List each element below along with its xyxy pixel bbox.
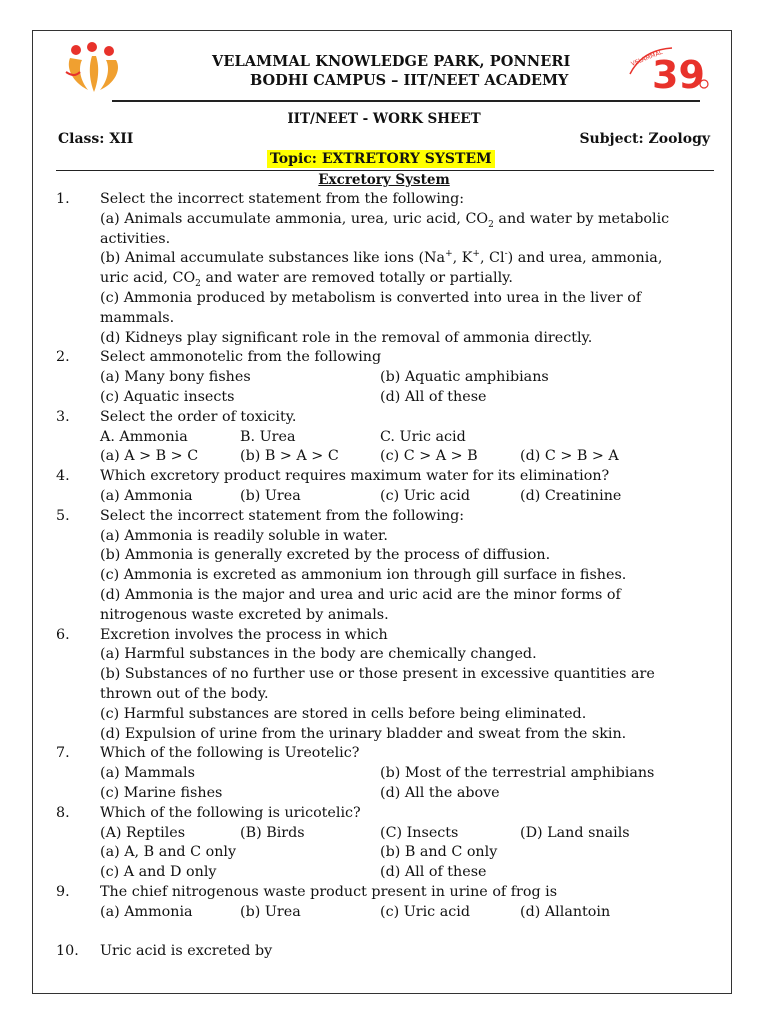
option-row [56, 368, 716, 388]
option-c: (c) Ammonia is excreted as ammonium ion through gill surface in fishes. [100, 567, 627, 584]
question-5 [56, 507, 716, 527]
school-logo-left [62, 42, 126, 94]
class-label: Class: XII [58, 131, 134, 147]
question-text: Select the incorrect statement from the following: [100, 507, 465, 524]
option-row [56, 863, 716, 883]
option-b: (b) Urea [240, 487, 301, 504]
option-b: (b) Urea [240, 903, 301, 920]
question-text: Which of the following is uricotelic? [100, 804, 361, 821]
option-a-continued: activities. [100, 230, 171, 247]
question-2 [56, 348, 716, 368]
header-divider [112, 100, 700, 102]
option-row [56, 903, 716, 923]
question-text: Select ammonotelic from the following [100, 349, 382, 366]
topic-divider [56, 170, 714, 171]
option-d: (d) Creatinine [520, 487, 622, 504]
option-d: (d) Expulsion of urine from the urinary bladder and sweat from the skin. [100, 725, 627, 742]
option-a: (a) A, B and C only [100, 844, 237, 861]
option-b: (b) B > A > C [240, 448, 339, 465]
option-text: , Cl [479, 250, 505, 267]
question-10 [56, 922, 716, 962]
option-b-continued: thrown out of the body. [100, 685, 269, 702]
option-a: (a) Many bony fishes [100, 369, 251, 386]
question-1 [56, 190, 716, 210]
option-b [100, 249, 662, 269]
question-number: 6. [56, 626, 70, 643]
option-row [56, 527, 716, 547]
option-row [56, 230, 716, 250]
question-text: Which of the following is Ureotelic? [100, 745, 360, 762]
option-d: (d) Kidneys play significant role in the removal of ammonia directly. [100, 329, 593, 346]
superscript: + [445, 249, 453, 260]
option-b: (b) Most of the terrestrial amphibians [380, 765, 655, 782]
option-b-continued [100, 269, 513, 289]
question-number: 9. [56, 883, 70, 900]
option-row [56, 388, 716, 408]
item-A: A. Ammonia [100, 428, 188, 445]
option-a: (a) Ammonia is readily soluble in water. [100, 527, 388, 544]
option-c: (c) Aquatic insects [100, 388, 235, 405]
option-a: (a) Mammals [100, 765, 195, 782]
question-6 [56, 626, 716, 646]
option-c: (c) Uric acid [380, 487, 470, 504]
option-row [56, 645, 716, 665]
question-number: 10. [56, 943, 79, 960]
option-d: (d) All of these [380, 388, 487, 405]
option-row [56, 685, 716, 705]
section-title [0, 172, 768, 188]
option-row [56, 566, 716, 586]
option-c: (c) Marine fishes [100, 784, 223, 801]
subscript: 2 [195, 279, 201, 290]
option-b: (b) Ammonia is generally excreted by the process of diffusion. [100, 547, 551, 564]
item-D: (D) Land snails [520, 824, 630, 841]
superscript: + [472, 249, 480, 260]
option-row [56, 428, 716, 448]
option-row [56, 665, 716, 685]
campus-name: BODHI CAMPUS – IIT/NEET ACADEMY [250, 72, 569, 89]
question-text: The chief nitrogenous waste product present in urine of frog is [100, 883, 558, 900]
logo-number: 39 [652, 53, 705, 94]
option-row [56, 329, 716, 349]
option-row [56, 447, 716, 467]
option-row [56, 546, 716, 566]
item-C: C. Uric acid [380, 428, 466, 445]
option-row [56, 586, 716, 606]
option-c: (c) Harmful substances are stored in cells before being eliminated. [100, 705, 587, 722]
option-row [56, 249, 716, 269]
option-row [56, 843, 716, 863]
anniversary-logo-right [622, 44, 714, 94]
option-d: (d) All the above [380, 784, 500, 801]
superscript: - [504, 249, 508, 260]
question-3 [56, 408, 716, 428]
option-a: (a) Ammonia [100, 903, 193, 920]
question-list [56, 190, 716, 962]
question-text: Select the order of toxicity. [100, 408, 297, 425]
subject-label: Subject: Zoology [579, 131, 710, 147]
question-text: Which excretory product requires maximum water for its elimination? [100, 468, 610, 485]
option-c: (c) C > A > B [380, 448, 478, 465]
logo-arc-text: VELAMMAL [630, 48, 664, 68]
item-B: (B) Birds [240, 824, 305, 841]
question-number: 4. [56, 468, 70, 485]
option-text: (b) Animal accumulate substances like ions (Na [100, 250, 446, 267]
option-row [56, 309, 716, 329]
question-number: 7. [56, 745, 70, 762]
question-number: 5. [56, 507, 70, 524]
school-name: VELAMMAL KNOWLEDGE PARK, PONNERI [212, 53, 571, 70]
item-C: (C) Insects [380, 824, 459, 841]
option-row [56, 269, 716, 289]
question-9 [56, 883, 716, 903]
option-row [56, 784, 716, 804]
option-b: (b) Substances of no further use or those present in excessive quantities are [100, 666, 655, 683]
option-b: (b) Aquatic amphibians [380, 369, 549, 386]
option-text: and water by metabolic [493, 210, 670, 227]
option-c: (c) A and D only [100, 864, 217, 881]
section-title-text: Excretory System [318, 172, 450, 188]
topic-highlight: Topic: EXTRETORY SYSTEM [267, 150, 495, 168]
option-text: ) and urea, ammonia, [507, 250, 663, 267]
sheet-title: IIT/NEET - WORK SHEET [287, 111, 481, 127]
question-4 [56, 467, 716, 487]
option-c-continued: mammals. [100, 309, 175, 326]
subscript: 2 [488, 219, 494, 230]
option-b: (b) B and C only [380, 844, 498, 861]
option-c: (c) Uric acid [380, 903, 470, 920]
item-B: B. Urea [240, 428, 296, 445]
question-number: 2. [56, 349, 70, 366]
option-text: (a) Animals accumulate ammonia, urea, uric acid, CO [100, 210, 489, 227]
option-d: (d) C > B > A [520, 448, 619, 465]
option-row [56, 487, 716, 507]
option-a: (a) Ammonia [100, 487, 193, 504]
option-d: (d) All of these [380, 864, 487, 881]
option-text: , K [452, 250, 473, 267]
option-d: (d) Allantoin [520, 903, 611, 920]
option-row [56, 725, 716, 745]
option-row [56, 764, 716, 784]
option-d: (d) Ammonia is the major and urea and uric acid are the minor forms of [100, 586, 621, 603]
option-a [100, 210, 669, 230]
option-d-continued: nitrogenous waste excreted by animals. [100, 606, 389, 623]
option-text: uric acid, CO [100, 270, 196, 287]
option-row [56, 824, 716, 844]
option-row [56, 289, 716, 309]
question-text: Select the incorrect statement from the following: [100, 191, 465, 207]
option-a: (a) A > B > C [100, 448, 199, 465]
option-text: and water are removed totally or partially. [200, 270, 513, 287]
question-number: 1. [56, 191, 70, 207]
item-A: (A) Reptiles [100, 824, 186, 841]
option-row [56, 705, 716, 725]
option-row [56, 210, 716, 230]
question-7 [56, 744, 716, 764]
option-a: (a) Harmful substances in the body are chemically changed. [100, 646, 537, 663]
question-number: 8. [56, 804, 70, 821]
question-text: Uric acid is excreted by [100, 943, 273, 960]
option-row [56, 606, 716, 626]
question-8 [56, 804, 716, 824]
question-number: 3. [56, 408, 70, 425]
question-text: Excretion involves the process in which [100, 626, 388, 643]
option-c: (c) Ammonia produced by metabolism is converted into urea in the liver of [100, 289, 642, 306]
